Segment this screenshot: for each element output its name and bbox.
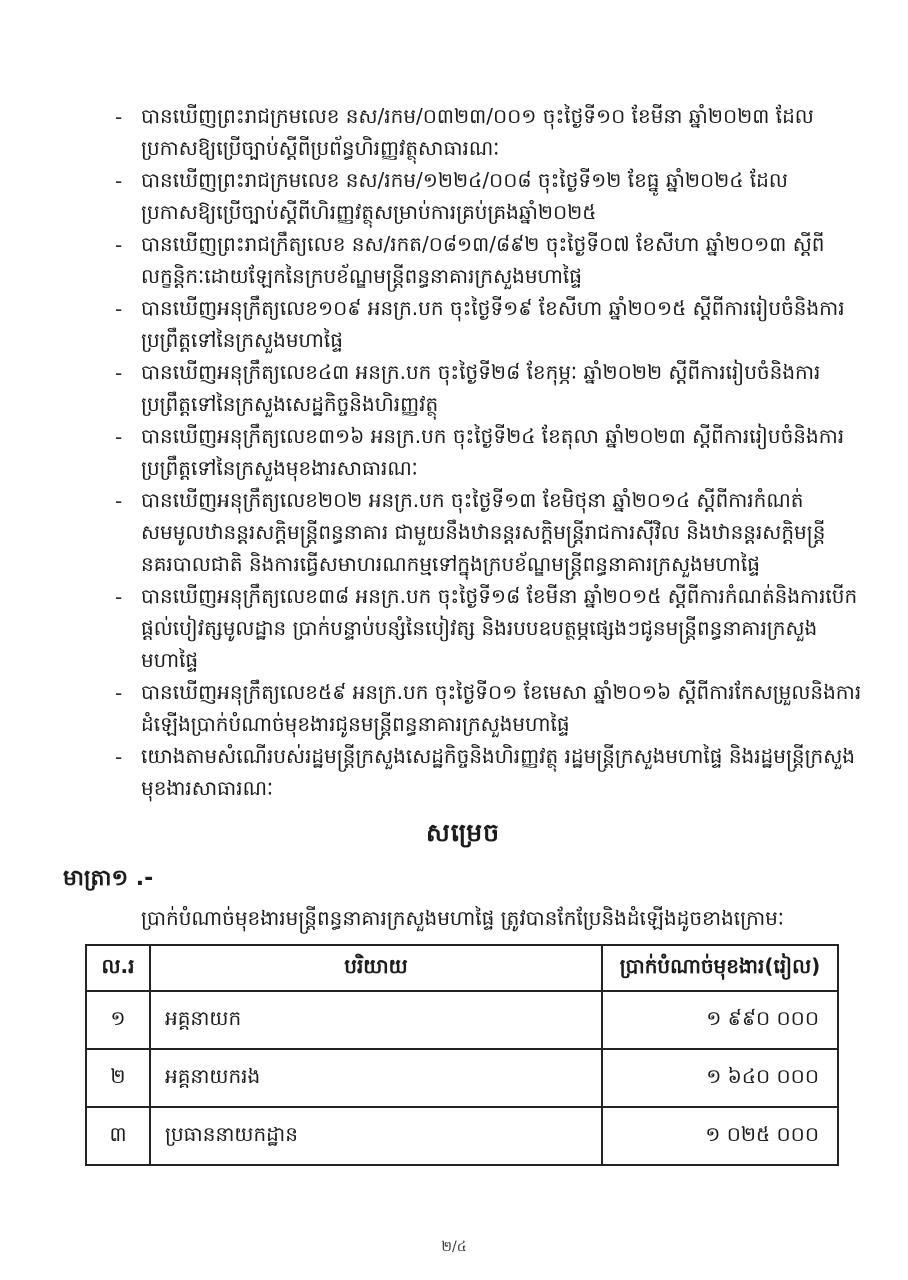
row-amount: ១ ០២៥ ០០០ bbox=[602, 1107, 838, 1165]
table-row bbox=[86, 1049, 838, 1107]
article-1-heading: មាត្រា១ .- bbox=[63, 866, 154, 891]
header-description: បរិយាយ bbox=[150, 945, 602, 991]
clause-subdecree-316 bbox=[115, 420, 863, 484]
bullet-dash: - bbox=[115, 489, 123, 513]
bullet-dash: - bbox=[115, 105, 123, 129]
clause-text: បានឃើញព្រះរាជក្រមលេខ នស/រកម/០៣២៣/០០១ ចុះថ្ងៃទី១០ ខែមីនា ឆ្នាំ២០២៣ ដែលប្រកាសឱ្យប្រើច្បាប់ស្តីពីប្រព័ន្ធហិរញ្ញវត្ថុសាធារណៈ bbox=[141, 104, 814, 160]
clause-text: បានឃើញអនុក្រឹត្យលេខ២០២ អនក្រ.បក ចុះថ្ងៃទី១៣ ខែមិថុនា ឆ្នាំ២០១៤ ស្តីពីការកំណត់សមមូលឋានន្តរសក្តិមន្ត្រីពន្ធនាគារ ជាមួយនឹងឋានន្តរសក្តិមន្ត្រីរាជការស៊ីវិល និងឋានន្តរសក្តិមន្ត្រីនគរបាលជាតិ និងការធ្វើសមាហរណកម្មទៅក្នុងក្របខ័ណ្ឌមន្ត្រីពន្ធនាគារក្រសួងមហាផ្ទៃ bbox=[141, 488, 826, 576]
document-body bbox=[63, 100, 863, 1166]
bullet-dash: - bbox=[115, 681, 123, 705]
clause-text: បានឃើញអនុក្រឹត្យលេខ១០៩ អនក្រ.បក ចុះថ្ងៃទី១៩ ខែសីហា ឆ្នាំ២០១៥ ស្តីពីការរៀបចំនិងការប្រព្រឹត្តទៅនៃក្រសួងមហាផ្ទៃ bbox=[141, 296, 845, 352]
clause-royal-code-1224-008 bbox=[115, 164, 863, 228]
bullet-dash: - bbox=[115, 585, 123, 609]
clause-text: បានឃើញព្រះរាជក្រឹត្យលេខ នស/រកត/០៨១៣/៨៩២ ចុះថ្ងៃទី០៧ ខែសីហា ឆ្នាំ២០១៣ ស្តីពីលក្ខន្តិកៈដោយឡែកនៃក្របខ័ណ្ឌមន្ត្រីពន្ធនាគារក្រសួងមហាផ្ទៃ bbox=[141, 232, 825, 288]
bullet-dash: - bbox=[115, 233, 123, 257]
row-description: អគ្គនាយក bbox=[150, 991, 602, 1049]
clause-subdecree-43 bbox=[115, 356, 863, 420]
row-number: ១ bbox=[86, 991, 150, 1049]
clause-royal-code-0323-001 bbox=[115, 100, 863, 164]
row-amount: ១ ៦៤០ ០០០ bbox=[602, 1049, 838, 1107]
function-allowance-table bbox=[85, 944, 839, 1166]
clause-subdecree-59 bbox=[115, 676, 863, 740]
preamble-clause-list bbox=[115, 100, 863, 804]
article-1-intro: ប្រាក់បំណាច់មុខងារមន្ត្រីពន្ធនាគារក្រសួងមហាផ្ទៃ ត្រូវបានកែប្រែនិងដំឡើងដូចខាងក្រោមៈ bbox=[141, 906, 784, 930]
bullet-dash: - bbox=[115, 361, 123, 385]
clause-text: បានឃើញអនុក្រឹត្យលេខ៥៩ អនក្រ.បក ចុះថ្ងៃទី០១ ខែមេសា ឆ្នាំ២០១៦ ស្តីពីការកែសម្រួលនិងការដំឡើងប្រាក់បំណាច់មុខងារជូនមន្ត្រីពន្ធនាគារក្រសួងមហាផ្ទៃ bbox=[141, 680, 862, 736]
clause-royal-decree-0813-892 bbox=[115, 228, 863, 292]
row-amount: ១ ៩៩០ ០០០ bbox=[602, 991, 838, 1049]
clause-text: បានឃើញអនុក្រឹត្យលេខ៣៨ អនក្រ.បក ចុះថ្ងៃទី១៨ ខែមីនា ឆ្នាំ២០១៥ ស្តីពីការកំណត់និងការបើកផ្តល់បៀវត្សមូលដ្ឋាន ប្រាក់បន្ទាប់បន្សំនៃបៀវត្ស និងរបបឧបត្ថម្ភផ្សេងៗជូនមន្ត្រីពន្ធនាគារក្រសួងមហាផ្ទៃ bbox=[141, 584, 858, 672]
decision-heading: សម្រេច bbox=[426, 818, 500, 847]
table-row bbox=[86, 1107, 838, 1165]
header-number: ល.រ bbox=[86, 945, 150, 991]
table-header-row bbox=[86, 945, 838, 991]
table-row bbox=[86, 991, 838, 1049]
row-description: ប្រធាននាយកដ្ឋាន bbox=[150, 1107, 602, 1165]
clause-subdecree-38 bbox=[115, 580, 863, 676]
bullet-dash: - bbox=[115, 297, 123, 321]
clause-text: បានឃើញព្រះរាជក្រមលេខ នស/រកម/១២២៤/០០៨ ចុះថ្ងៃទី១២ ខែធ្នូ ឆ្នាំ២០២៤ ដែលប្រកាសឱ្យប្រើច្បាប់ស្តីពីហិរញ្ញវត្ថុសម្រាប់ការគ្រប់គ្រងឆ្នាំ២០២៥ bbox=[141, 168, 788, 224]
page-number: ២/៤ bbox=[441, 1239, 467, 1255]
clause-text: យោងតាមសំណើរបស់រដ្ឋមន្ត្រីក្រសួងសេដ្ឋកិច្ចនិងហិរញ្ញវត្ថុ រដ្ឋមន្ត្រីក្រសួងមហាផ្ទៃ និងរដ្ឋមន្ត្រីក្រសួងមុខងារសាធារណៈ bbox=[141, 744, 855, 800]
row-number: ២ bbox=[86, 1049, 150, 1107]
bullet-dash: - bbox=[115, 745, 123, 769]
clause-subdecree-202 bbox=[115, 484, 863, 580]
bullet-dash: - bbox=[115, 425, 123, 449]
bullet-dash: - bbox=[115, 169, 123, 193]
clause-ministers-proposal bbox=[115, 740, 863, 804]
clause-text: បានឃើញអនុក្រឹត្យលេខ៤៣ អនក្រ.បក ចុះថ្ងៃទី២៨ ខែកុម្ភៈ ឆ្នាំ២០២២ ស្តីពីការរៀបចំនិងការប្រព្រឹត្តទៅនៃក្រសួងសេដ្ឋកិច្ចនិងហិរញ្ញវត្ថុ bbox=[141, 360, 821, 416]
row-description: អគ្គនាយករង bbox=[150, 1049, 602, 1107]
header-allowance-riel: ប្រាក់បំណាច់មុខងារ(រៀល) bbox=[602, 945, 838, 991]
row-number: ៣ bbox=[86, 1107, 150, 1165]
clause-text: បានឃើញអនុក្រឹត្យលេខ៣១៦ អនក្រ.បក ចុះថ្ងៃទី២៤ ខែតុលា ឆ្នាំ២០២៣ ស្តីពីការរៀបចំនិងការប្រព្រឹត្តទៅនៃក្រសួងមុខងារសាធារណៈ bbox=[141, 424, 845, 480]
clause-subdecree-109 bbox=[115, 292, 863, 356]
